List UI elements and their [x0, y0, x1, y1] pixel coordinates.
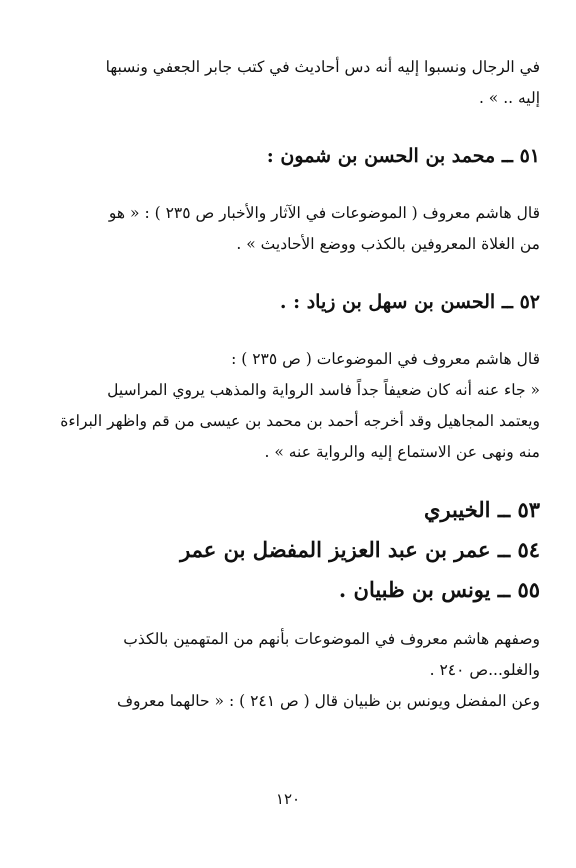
text-line: وصفهم هاشم معروف في الموضوعات بأنهم من المتهمين بالكذب	[123, 630, 540, 648]
text-line: قال هاشم معروف ( الموضوعات في الآثار والأخبار ص ٢٣٥ ) : « هو	[108, 204, 540, 222]
text-line: ويعتمد المجاهيل وقد أخرجه أحمد بن محمد بن عيسى من قم واظهر البراءة	[60, 412, 540, 430]
text-line: « جاء عنه أنه كان ضعيفاً جداً فاسد الرواية والمذهب يروي المراسيل	[107, 381, 540, 399]
text-line: من الغلاة المعروفين بالكذب ووضع الأحاديث » .	[236, 235, 540, 253]
text-line: والغلو...ص ٢٤٠ .	[429, 661, 540, 679]
page-number: ١٢٠	[275, 790, 301, 808]
text-line: منه ونهى عن الاستماع إليه والرواية عنه » .	[264, 443, 540, 461]
entry-heading-53: ٥٣ ــ الخيبري	[424, 497, 540, 522]
entry-heading-55: ٥٥ ــ يونس بن ظبيان .	[338, 577, 540, 602]
entry-heading-52: ٥٢ ــ الحسن بن سهل بن زياد : .	[279, 291, 540, 313]
page-body	[36, 52, 540, 717]
text-line: إليه .. » .	[478, 89, 540, 107]
text-line: قال هاشم معروف في الموضوعات ( ص ٢٣٥ ) :	[231, 350, 540, 368]
text-line: وعن المفضل ويونس بن ظبيان قال ( ص ٢٤١ ) : « حالهما معروف	[116, 692, 540, 710]
entry-heading-54: ٥٤ ــ عمر بن عبد العزيز المفضل بن عمر	[180, 537, 540, 562]
text-line: في الرجال ونسبوا إليه أنه دس أحاديث في كتب جابر الجعفي ونسبها	[105, 58, 540, 76]
entry-heading-51: ٥١ ــ محمد بن الحسن بن شمون :	[266, 145, 540, 167]
